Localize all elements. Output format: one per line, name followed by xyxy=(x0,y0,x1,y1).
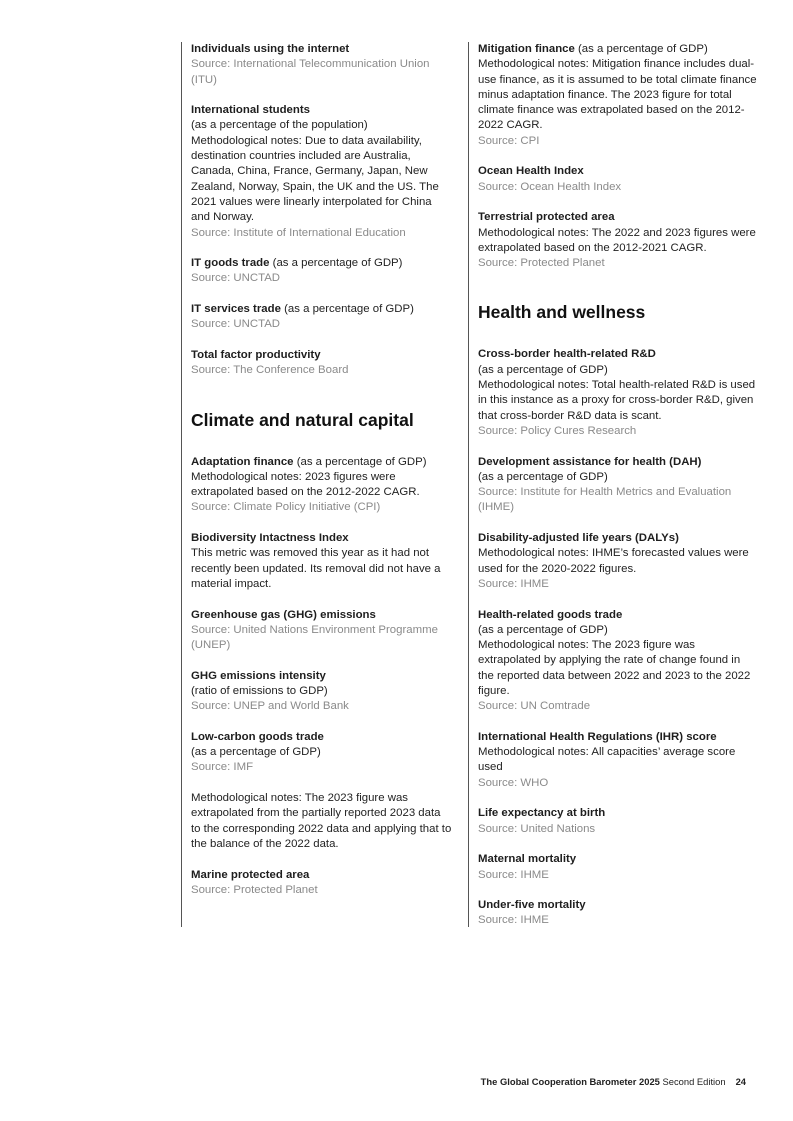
entry-total-factor-productivity xyxy=(191,348,453,379)
entry-source: Source: United Nations Environment Programme (UNEP) xyxy=(191,623,438,652)
entry-source: Source: United Nations xyxy=(478,822,596,835)
entry-unit: (as a percentage of GDP) xyxy=(280,303,414,316)
section-title-climate: Climate and natural capital xyxy=(191,409,414,430)
entry-title: IT goods trade xyxy=(191,257,270,270)
entry-source: Source: Climate Policy Initiative (CPI) xyxy=(191,501,381,514)
section-title-health: Health and wellness xyxy=(478,302,646,323)
entry-source: Source: Institute for Health Metrics and Evaluation (IHME) xyxy=(478,486,732,514)
entry-ghg-emissions xyxy=(191,608,453,654)
entry-biodiversity-index xyxy=(191,531,453,592)
entry-unit: (as a percentage of GDP) xyxy=(574,43,708,55)
entry-source: Source: WHO xyxy=(478,776,549,789)
entry-title: Marine protected area xyxy=(191,868,310,881)
entry-note: (as a percentage of GDP) xyxy=(478,363,608,376)
entry-methodology-note: Methodological notes: Mitigation finance includes dual-use finance, as it is assumed to be total climate finance minus adaptation finance. The 2023 figure for total climate finance was extrapolated based on the 2012-2022 CAGR. xyxy=(478,58,757,132)
entry-methodology-note: Methodological notes: The 2023 figure was extrapolated from the partially reported 2023 data to the corresponding 2022 data and applying that to the balance of the 2022 data. xyxy=(191,792,452,850)
entry-source: Source: UN Comtrade xyxy=(478,700,591,713)
entry-source: Source: UNCTAD xyxy=(191,272,281,285)
entry-source: Source: IHME xyxy=(478,868,549,881)
entry-source: Source: IHME xyxy=(478,914,549,927)
entry-title: Greenhouse gas (GHG) emissions xyxy=(191,608,376,621)
entry-source: Source: Policy Cures Research xyxy=(478,424,637,437)
page-footer xyxy=(481,1076,746,1087)
entry-it-services-trade xyxy=(191,302,453,333)
entry-note: (as a percentage of GDP) xyxy=(191,746,321,759)
entry-note: (as a percentage of GDP) xyxy=(478,623,608,636)
entry-ghg-intensity xyxy=(191,669,453,715)
entry-methodology-note: Methodological notes: The 2022 and 2023 figures were extrapolated based on the 2012-2021 CAGR. xyxy=(478,226,756,254)
entry-internet-users xyxy=(191,42,453,88)
entry-source: Source: The Conference Board xyxy=(191,364,349,377)
entry-source: Source: IHME xyxy=(478,577,549,590)
entry-unit: (as a percentage of GDP) xyxy=(269,257,403,270)
entry-low-carbon-goods xyxy=(191,730,453,776)
entry-low-carbon-methodology xyxy=(191,791,453,852)
footer-publication: The Global Cooperation Barometer 2025 xyxy=(480,1076,660,1087)
entry-methodology-note: Methodological notes: Total health-related R&D is used in this instance as a proxy for cross-border R&D, given that cross-border R&D data is scant. xyxy=(478,379,756,422)
entry-title: Cross-border health-related R&D xyxy=(478,348,656,361)
entry-note: This metric was removed this year as it had not recently been updated. Its removal did not have a material impact. xyxy=(191,547,441,590)
entry-title: Development assistance for health (DAH) xyxy=(478,455,702,468)
entry-source: Source: Ocean Health Index xyxy=(478,180,622,193)
entry-source: Source: Institute of International Education xyxy=(191,226,406,239)
entry-title: Under-five mortality xyxy=(478,899,586,912)
entry-note: (as a percentage of the population) xyxy=(191,119,368,132)
entry-title: IT services trade xyxy=(191,303,281,316)
entry-note: (as a percentage of GDP) xyxy=(478,470,608,483)
page-number: 24 xyxy=(735,1076,746,1087)
entry-title: Mitigation finance xyxy=(478,43,575,55)
entry-ocean-health-index xyxy=(478,164,758,195)
entry-source: Source: International Telecommunication Union (ITU) xyxy=(191,58,430,86)
entry-methodology-note: Methodological notes: IHME’s forecasted values were used for the 2020-2022 figures. xyxy=(478,547,749,575)
entry-title: Maternal mortality xyxy=(478,853,577,866)
entry-title: Adaptation finance xyxy=(191,455,294,468)
entry-title: Total factor productivity xyxy=(191,348,321,361)
entry-source: Source: UNEP and World Bank xyxy=(191,700,349,713)
entry-life-expectancy xyxy=(478,806,758,837)
entry-under-five-mortality xyxy=(478,898,758,929)
left-column xyxy=(181,42,453,927)
entry-dalys xyxy=(478,531,758,592)
entry-marine-protected-area xyxy=(191,868,453,899)
entry-cross-border-rd xyxy=(478,347,758,439)
entry-title: Ocean Health Index xyxy=(478,165,584,178)
entry-dah xyxy=(478,455,758,516)
entry-methodology-note: Methodological notes: All capacities’ average score used xyxy=(478,746,736,774)
entry-source: Source: IMF xyxy=(191,761,254,774)
entry-mitigation-finance xyxy=(478,42,758,149)
entry-source: Source: Protected Planet xyxy=(191,883,318,896)
entry-methodology-note: Methodological notes: Due to data availability, destination countries included are Australia, Canada, China, France, Germany, Japan, New Zealand, Norway, Spain, the UK and the US. The 2021 values were linearly interpolated for China and Norway. xyxy=(191,134,439,224)
entry-title: Individuals using the internet xyxy=(191,43,350,55)
entry-title: International Health Regulations (IHR) score xyxy=(478,730,717,743)
right-column xyxy=(468,42,758,927)
entry-adaptation-finance xyxy=(191,455,453,516)
entry-health-goods-trade xyxy=(478,608,758,715)
footer-edition: Second Edition xyxy=(659,1076,726,1087)
entry-methodology-note: Methodological notes: The 2023 figure was extrapolated by applying the rate of change found in the reported data between 2022 and 2023 to the 2022 figure. xyxy=(478,639,751,697)
entry-title: International students xyxy=(191,104,310,117)
entry-title: Low-carbon goods trade xyxy=(191,730,324,743)
entry-ihr-score xyxy=(478,730,758,791)
entry-title: GHG emissions intensity xyxy=(191,669,326,682)
entry-source: Source: UNCTAD xyxy=(191,318,281,331)
entry-methodology-note: Methodological notes: 2023 figures were extrapolated based on the 2012-2022 CAGR. xyxy=(191,470,420,499)
entry-it-goods-trade xyxy=(191,256,453,287)
entry-maternal-mortality xyxy=(478,852,758,883)
entry-title: Disability-adjusted life years (DALYs) xyxy=(478,532,679,545)
entry-title: Life expectancy at birth xyxy=(478,807,606,820)
entry-source: Source: Protected Planet xyxy=(478,257,605,270)
entry-unit: (as a percentage of GDP) xyxy=(293,455,427,468)
entry-international-students xyxy=(191,103,453,241)
entry-terrestrial-protected-area xyxy=(478,210,758,271)
entry-source: Source: CPI xyxy=(478,134,540,147)
entry-title: Biodiversity Intactness Index xyxy=(191,532,349,545)
entry-title: Terrestrial protected area xyxy=(478,211,615,224)
entry-note: (ratio of emissions to GDP) xyxy=(191,684,328,697)
entry-title: Health-related goods trade xyxy=(478,608,623,621)
